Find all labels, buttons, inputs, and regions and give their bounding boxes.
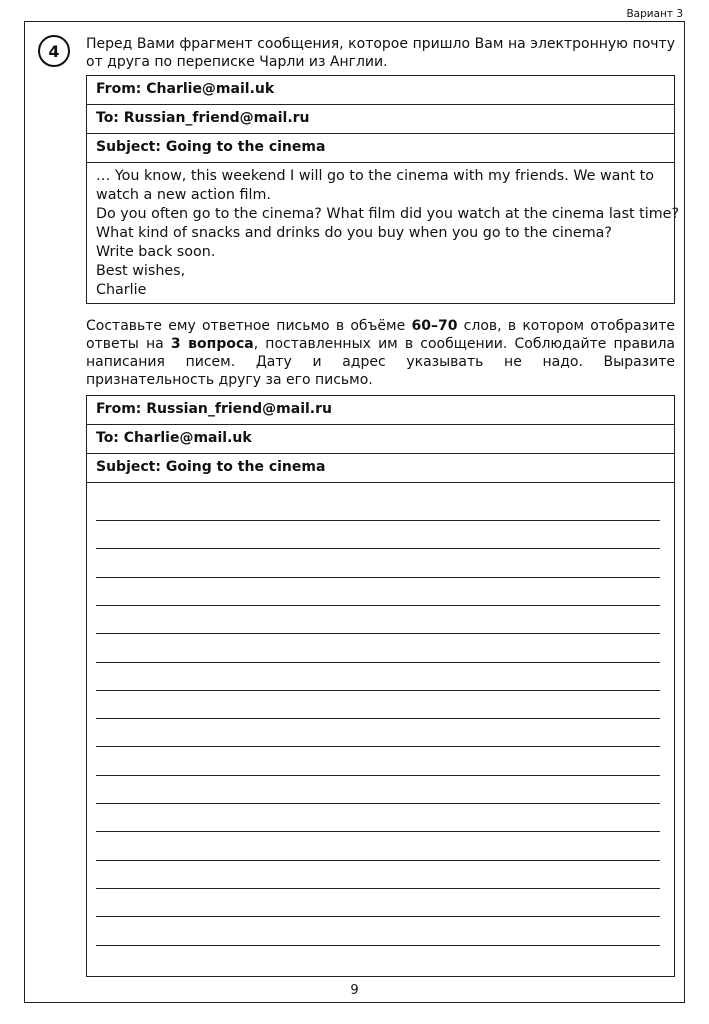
answer-line[interactable] [96, 577, 660, 578]
answer-line[interactable] [96, 831, 660, 832]
message-line: … You know, this weekend I will go to the cinema with my friends. We want to [96, 168, 654, 184]
answer-line[interactable] [96, 633, 660, 634]
message-line: Best wishes, [96, 263, 186, 279]
answer-line[interactable] [96, 718, 660, 719]
reply-letter [86, 395, 675, 977]
instructions-text: , поставленных им в сообщении. Соблюдайте правила написания писем. Дату и адрес указывать не надо. Выразите признательность другу за его письмо. [86, 336, 675, 388]
reply-to: To: Charlie@mail.uk [87, 425, 674, 454]
instructions-text: Составьте ему ответное письмо в объёме [86, 318, 412, 334]
answer-line[interactable] [96, 888, 660, 889]
answer-line[interactable] [96, 746, 660, 747]
message-line: Write back soon. [96, 244, 216, 260]
answer-line[interactable] [96, 548, 660, 549]
task-intro: Перед Вами фрагмент сообщения, которое пришло Вам на электронную почту от друга по переписке Чарли из Англии. [86, 36, 675, 70]
question-count: 3 вопроса [170, 336, 254, 352]
answer-line[interactable] [96, 605, 660, 606]
reply-from: From: Russian_friend@mail.ru [87, 396, 674, 425]
incoming-letter [86, 75, 680, 304]
variant-label: Вариант 3 [626, 8, 683, 20]
answer-line[interactable] [96, 803, 660, 804]
message-line: Do you often go to the cinema? What film did you watch at the cinema last time? [96, 206, 680, 222]
incoming-to: To: Russian_friend@mail.ru [87, 105, 674, 134]
task-instructions [86, 317, 675, 389]
answer-line[interactable] [96, 775, 660, 776]
answer-line[interactable] [96, 690, 660, 691]
message-line: Charlie [96, 282, 147, 298]
word-count-range: 60–70 [411, 318, 458, 334]
answer-line[interactable] [96, 916, 660, 917]
message-line: What kind of snacks and drinks do you buy when you go to the cinema? [96, 225, 613, 241]
answer-line[interactable] [96, 860, 660, 861]
task-number-badge: 4 [38, 35, 70, 67]
answer-line[interactable] [96, 945, 660, 946]
incoming-subject: Subject: Going to the cinema [87, 134, 674, 163]
reply-subject: Subject: Going to the cinema [87, 454, 674, 483]
message-line: watch a new action film. [96, 187, 271, 203]
answer-line[interactable] [96, 662, 660, 663]
incoming-message-body [87, 163, 680, 303]
incoming-from: From: Charlie@mail.uk [87, 76, 674, 105]
answer-line[interactable] [96, 520, 660, 521]
page-number: 9 [350, 983, 359, 998]
instructions-text: слов, в котором отобразите ответы на [86, 318, 676, 352]
